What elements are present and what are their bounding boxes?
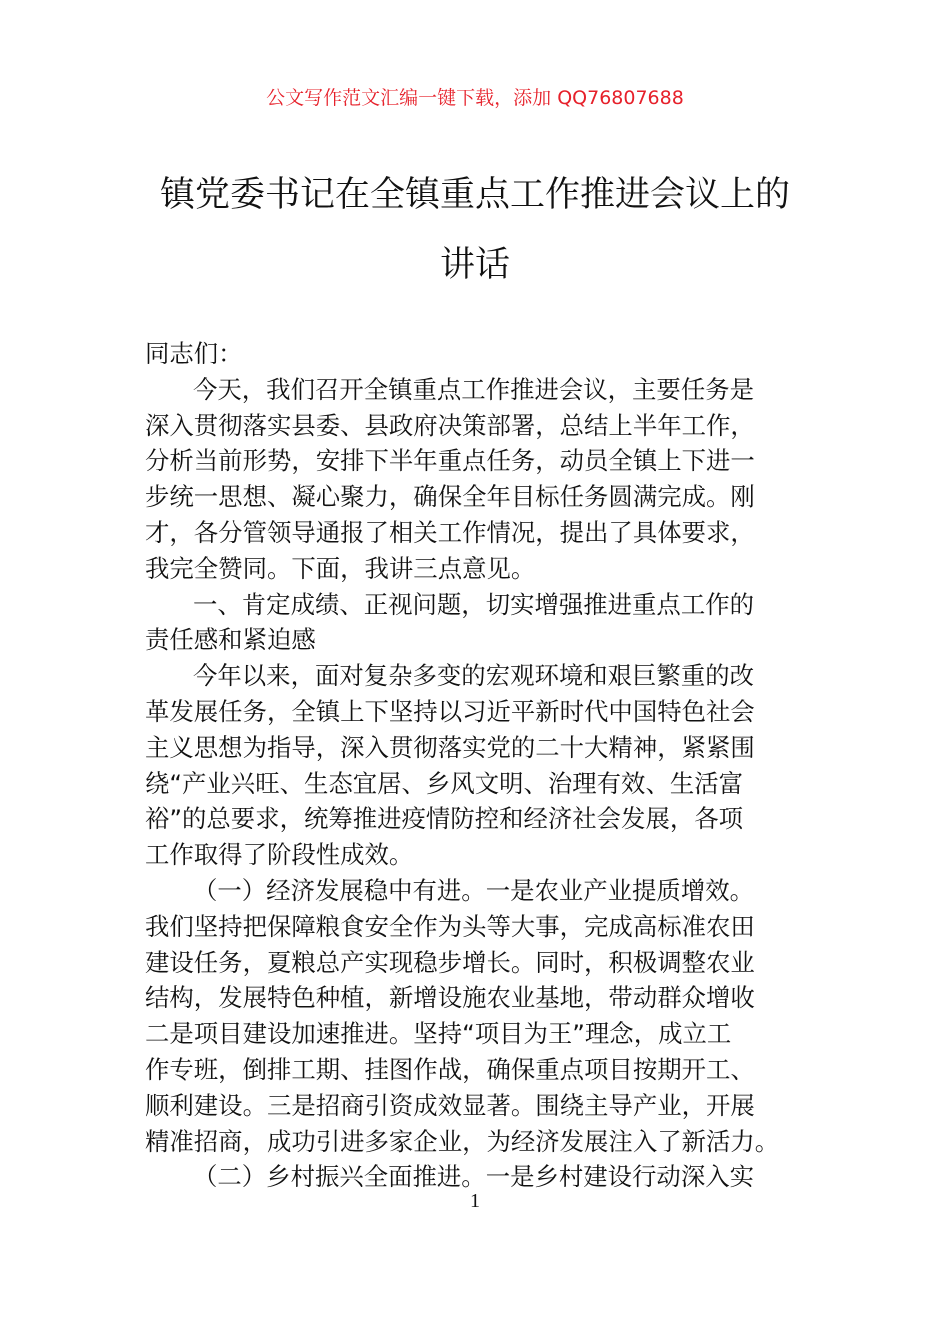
section-heading-line: 责任感和紧迫感 xyxy=(145,625,316,655)
paragraph-line: 今天，我们召开全镇重点工作推进会议，主要任务是 xyxy=(193,374,754,404)
paragraph-line: 主义思想为指导，深入贯彻落实党的二十大精神，紧紧围 xyxy=(145,732,755,762)
paragraph-line: 深入贯彻落实县委、县政府决策部署，总结上半年工作， xyxy=(145,410,755,440)
paragraph-line: 作专班，倒排工期、挂图作战，确保重点项目按期开工、 xyxy=(145,1054,755,1084)
page-number: 1 xyxy=(470,1190,480,1212)
paragraph-line: 分析当前形势，安排下半年重点任务，动员全镇上下进一 xyxy=(145,446,755,476)
document-title-line-2: 讲话 xyxy=(439,245,510,285)
download-banner: 公文写作范文汇编一键下载，添加 QQ76807688 xyxy=(266,87,684,109)
paragraph-line: 我们坚持把保障粮食安全作为头等大事，完成高标准农田 xyxy=(145,911,755,941)
salutation: 同志们： xyxy=(145,339,243,368)
paragraph-line: 我完全赞同。下面，我讲三点意见。 xyxy=(145,553,536,583)
paragraph-line: 建设任务，夏粮总产实现稳步增长。同时，积极调整农业 xyxy=(145,947,755,977)
paragraph-line: 才，各分管领导通报了相关工作情况，提出了具体要求， xyxy=(145,517,755,547)
paragraph-line: 裕”的总要求，统筹推进疫情防控和经济社会发展，各项 xyxy=(145,804,744,834)
paragraph-line: （二）乡村振兴全面推进。一是乡村建设行动深入实 xyxy=(193,1162,754,1192)
paragraph-line: 精准招商，成功引进多家企业，为经济发展注入了新活力。 xyxy=(145,1126,780,1156)
paragraph-line: 二是项目建设加速推进。坚持“项目为王”理念，成立工 xyxy=(145,1019,732,1049)
document-title-line-1: 镇党委书记在全镇重点工作推进会议上的 xyxy=(159,175,790,215)
paragraph-line: （一）经济发展稳中有进。一是农业产业提质增效。 xyxy=(193,875,754,905)
document-body xyxy=(145,336,810,1195)
paragraph-line: 步统一思想、凝心聚力，确保全年目标任务圆满完成。刚 xyxy=(145,482,755,512)
paragraph-line: 革发展任务，全镇上下坚持以习近平新时代中国特色社会 xyxy=(145,696,755,726)
paragraph-line: 顺利建设。三是招商引资成效显著。围绕主导产业，开展 xyxy=(145,1090,755,1120)
paragraph-line: 绕“产业兴旺、生态宜居、乡风文明、治理有效、生活富 xyxy=(145,768,744,798)
section-heading-line: 一、肯定成绩、正视问题，切实增强推进重点工作的 xyxy=(193,589,754,619)
paragraph-line: 结构，发展特色种植，新增设施农业基地，带动群众增收 xyxy=(145,983,755,1013)
paragraph-line: 今年以来，面对复杂多变的宏观环境和艰巨繁重的改 xyxy=(193,661,754,691)
paragraph-line: 工作取得了阶段性成效。 xyxy=(145,840,414,870)
